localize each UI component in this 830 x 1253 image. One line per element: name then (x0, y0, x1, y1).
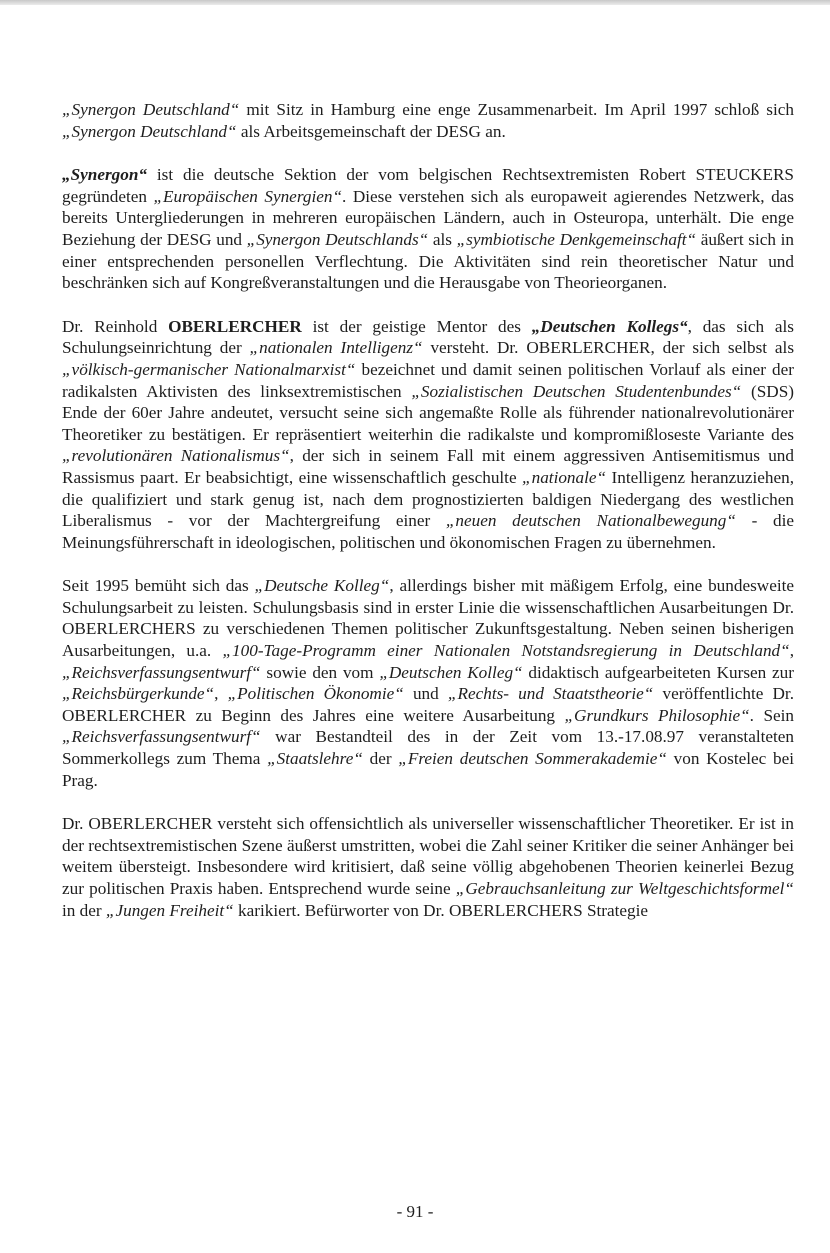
quoted-term: „neuen deutschen Nationalbewegung“ (445, 511, 736, 531)
text-run: war Bestandteil des in der Zeit vom 13.-17.08.97 veranstalteten Sommerkollegs zum Thema (62, 727, 794, 769)
text-run: - die Meinungsführerschaft in ideologischen, politischen und ökonomischen Fragen zu übernehmen. (62, 511, 794, 552)
text-run: als (428, 229, 457, 249)
quoted-term: „symbiotische Denkgemeinschaft“ (456, 229, 697, 249)
text-run: sowie den vom (260, 662, 380, 682)
text-run: der (362, 749, 399, 769)
quoted-term: „100-Tage-Programm einer Nationalen Notstandsregierung in Deutschland“ (222, 641, 790, 661)
quoted-term: „Synergon Deutschland“ (62, 100, 240, 119)
text-run: Intelligenz heranzuziehen, die qualifiziert und stark genug ist, nach dem prognostizierten baldigen Niedergang des westlichen Liberalismus - vor der Machtergreifung einer (62, 467, 795, 531)
quoted-term: „Reichsbürgerkunde“ (62, 684, 215, 704)
quoted-term: „Reichsverfassungsentwurf“ (62, 662, 261, 682)
quoted-term: „Freien deutschen Sommerakademie“ (398, 749, 667, 769)
quoted-term: „Grundkurs Philosophie“ (564, 705, 750, 725)
page-number: - 91 - (396, 1202, 434, 1221)
quoted-term: „Jungen Freiheit“ (105, 900, 234, 920)
text-run: mit Sitz in Hamburg eine enge Zusammenarbeit. Im April 1997 schloß sich (239, 100, 794, 119)
text-run: als Arbeitsgemeinschaft der DESG an. (236, 121, 506, 141)
quoted-term: „nationalen Intelligenz“ (249, 338, 423, 358)
text-run: Dr. OBERLERCHER versteht sich offensichtlich als universeller wissenschaftlicher Theoretiker. Er ist in der rechtsextremistischen Szene äußerst umstritten, wobei die Zahl seiner Kritiker die seiner Anhänger bei weitem übersteigt. Insbesondere wird kritisiert, daß seine völlig abgehobenen Theorien keinerlei Bezug zur politischen Praxis haben. Entsprechend wurde seine (62, 814, 794, 898)
quoted-term: „Synergon Deutschland“ (62, 121, 237, 141)
paragraph (62, 164, 794, 294)
text-run: Dr. Reinhold (62, 316, 169, 336)
text-run: von Kostelec bei Prag. (62, 749, 794, 790)
quoted-term: „Reichsverfassungsentwurf“ (62, 727, 261, 747)
text-run: in der (62, 900, 106, 920)
quoted-term: „Deutschen Kollegs“ (531, 316, 688, 336)
text-run: , (789, 641, 794, 661)
text-run: und (403, 684, 448, 704)
quoted-term: „Gebrauchsanleitung zur Weltgeschichtsformel“ (455, 879, 794, 898)
paragraph (62, 813, 794, 921)
text-run: veröffentlichte Dr. OBERLERCHER zu Beginn des Jahres eine weitere Ausarbeitung (62, 684, 794, 725)
quoted-term: „Politischen Ökonomie“ (227, 684, 404, 704)
quoted-term: „Rechts- und Staatstheorie“ (447, 684, 654, 704)
quoted-term: „Sozialistischen Deutschen Studentenbundes“ (411, 381, 742, 401)
quoted-term: „Synergon Deutschlands“ (246, 229, 429, 249)
text-run: karikiert. Befürworter von Dr. OBERLERCHERS Strategie (233, 900, 649, 920)
quoted-term: „Synergon“ (62, 165, 147, 185)
quoted-term: „Deutschen Kolleg“ (379, 662, 523, 682)
paragraph (62, 99, 794, 142)
text-run: ist der geistige Mentor des (301, 316, 532, 336)
quoted-term: „völkisch-germanischer Nationalmarxist“ (62, 359, 356, 379)
scan-top-edge (0, 0, 830, 5)
text-run: (SDS) Ende der 60er Jahre andeutet, versucht seine sich angemaßte Rolle als führender nationalrevolutionärer Theoretiker zu bestätigen. Er repräsentiert weiterhin die radikalste und kompromißloseste Variante des (62, 381, 794, 444)
text-run: , der sich in seinem Fall mit einem aggressiven Antisemitismus und Rassismus paart. Er beabsichtigt, eine wissenschaftlich geschulte (62, 446, 794, 487)
body-text (62, 99, 794, 921)
quoted-term: „Europäischen Synergien“ (153, 186, 343, 206)
text-run: Seit 1995 bemüht sich das (62, 576, 255, 596)
text-run: bezeichnet und damit seinen politischen Vorlauf als einer der radikalsten Aktivisten des linksextremistischen (62, 359, 794, 401)
text-run: didaktisch aufgearbeiteten Kursen zur (522, 662, 794, 682)
emphasized-name: OBERLERCHER (168, 316, 302, 336)
text-run: ist die deutsche Sektion der vom belgischen Rechtsextremisten Robert STEUCKERS gegründeten (62, 165, 794, 206)
quoted-term: „Deutsche Kolleg“ (254, 576, 390, 596)
quoted-term: „nationale“ (522, 467, 607, 487)
text-run: . Diese verstehen sich als europaweit agierendes Netzwerk, das bereits Untergliederungen in mehreren europäischen Ländern, auch in Osteuropa, unterhält. Die enge Beziehung der DESG und (62, 186, 794, 249)
text-run: , das sich als Schulungseinrichtung der (62, 316, 794, 358)
paragraph (62, 316, 794, 554)
text-run: , allerdings bisher mit mäßigem Erfolg, eine bundesweite Schulungsarbeit zu leisten. Schulungsbasis sind in erster Linie die wissenschaftlichen Ausarbeitungen Dr. OBERLERCHERS zu verschiedenen Themen politischer Zukunftsgestaltung. Neben seinen bisherigen Ausarbeitungen, u.a. (62, 576, 795, 661)
quoted-term: „Staatslehre“ (267, 749, 363, 769)
text-run: versteht. Dr. OBERLERCHER, der sich selbst als (422, 338, 795, 358)
text-run: , (214, 684, 228, 704)
quoted-term: „revolutionären Nationalismus“ (62, 446, 290, 466)
paragraph (62, 575, 794, 791)
text-run: . Sein (749, 705, 794, 725)
text-run: äußert sich in einer entsprechenden personellen Verflechtung. Die Aktivitäten sind rein theoretischer Natur und beschränken sich auf Kongreßveranstaltungen und die Herausgabe von Theorieorganen. (62, 229, 794, 293)
